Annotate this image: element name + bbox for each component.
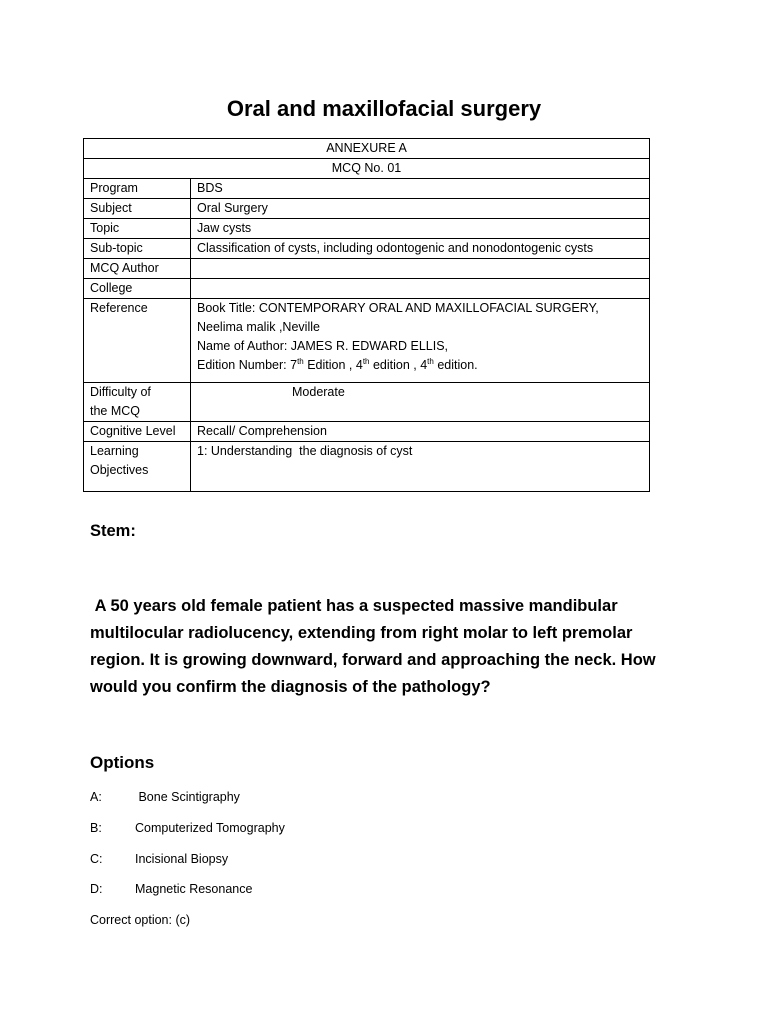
- college-label: College: [84, 279, 191, 299]
- cognitive-row: [84, 422, 650, 442]
- reference-book-authors: Neelima malik ,Neville: [197, 320, 320, 334]
- reference-label: Reference: [84, 299, 191, 383]
- option-letter: D:: [90, 882, 103, 896]
- reference-author-name: Name of Author: JAMES R. EDWARD ELLIS,: [197, 339, 449, 353]
- annexure-cell: ANNEXURE A: [84, 139, 650, 159]
- difficulty-label-line: Difficulty of: [90, 385, 151, 399]
- option-text: Magnetic Resonance: [135, 882, 253, 896]
- objectives-value: 1: Understanding the diagnosis of cyst: [191, 442, 650, 492]
- edition-suffix: edition.: [433, 358, 478, 372]
- objectives-row: [84, 442, 650, 492]
- annexure-row: [84, 139, 650, 159]
- subject-value: Oral Surgery: [191, 199, 650, 219]
- subtopic-label: Sub-topic: [84, 239, 191, 259]
- objectives-label-line: Learning: [90, 444, 139, 458]
- difficulty-value-cell: [191, 383, 650, 422]
- author-row: [84, 259, 650, 279]
- option-a: [90, 788, 240, 806]
- subject-row: [84, 199, 650, 219]
- cognitive-value: Recall/ Comprehension: [191, 422, 650, 442]
- mcq-number-cell: MCQ No. 01: [84, 159, 650, 179]
- stem-heading: Stem:: [90, 522, 136, 540]
- mcq-number-row: [84, 159, 650, 179]
- topic-row: [84, 219, 650, 239]
- reference-book-title: Book Title: CONTEMPORARY ORAL AND MAXILLOFACIAL SURGERY,: [197, 301, 599, 315]
- edition-superscript: th: [297, 356, 304, 366]
- option-b: [90, 819, 285, 837]
- program-value: BDS: [191, 179, 650, 199]
- edition-superscript: th: [427, 356, 434, 366]
- reference-row: [84, 299, 650, 383]
- author-label: MCQ Author: [84, 259, 191, 279]
- topic-value: Jaw cysts: [191, 219, 650, 239]
- option-letter: C:: [90, 852, 103, 866]
- edition-superscript: th: [362, 356, 370, 366]
- correct-option: Correct option: (c): [90, 913, 191, 927]
- edition-text: edition , 4: [369, 358, 428, 372]
- option-text: Incisional Biopsy: [135, 852, 229, 866]
- objectives-label: [84, 442, 191, 492]
- reference-value: [191, 299, 650, 383]
- difficulty-label-line: the MCQ: [90, 404, 141, 418]
- program-label: Program: [84, 179, 191, 199]
- subject-label: Subject: [84, 199, 191, 219]
- difficulty-value: Moderate: [292, 385, 345, 399]
- subtopic-value: Classification of cysts, including odontogenic and nonodontogenic cysts: [191, 239, 650, 259]
- option-letter: A:: [90, 790, 102, 804]
- difficulty-label: [84, 383, 191, 422]
- option-d: [90, 880, 252, 898]
- difficulty-row: [84, 383, 650, 422]
- options-heading: Options: [90, 753, 155, 772]
- edition-prefix: Edition Number: 7: [197, 358, 298, 372]
- objectives-label-line: Objectives: [90, 463, 149, 477]
- cognitive-label: Cognitive Level: [84, 422, 191, 442]
- college-row: [84, 279, 650, 299]
- mcq-info-table: [83, 138, 650, 492]
- option-c: [90, 850, 228, 868]
- program-row: [84, 179, 650, 199]
- subtopic-row: [84, 239, 650, 259]
- reference-edition: [197, 356, 643, 375]
- topic-label: Topic: [84, 219, 191, 239]
- stem-question-text: A 50 years old female patient has a suspected massive mandibular multilocular radiolucency, extending from right molar to left premolar region. It is growing downward, forward and approaching the neck. How would you confirm the diagnosis of the pathology?: [90, 597, 661, 696]
- edition-text: Edition , 4: [303, 358, 363, 372]
- author-value: [191, 259, 650, 279]
- page-title: Oral and maxillofacial surgery: [226, 96, 542, 121]
- option-text: Computerized Tomography: [135, 821, 285, 835]
- option-text: Bone Scintigraphy: [135, 790, 240, 804]
- option-letter: B:: [90, 821, 102, 835]
- college-value: [191, 279, 650, 299]
